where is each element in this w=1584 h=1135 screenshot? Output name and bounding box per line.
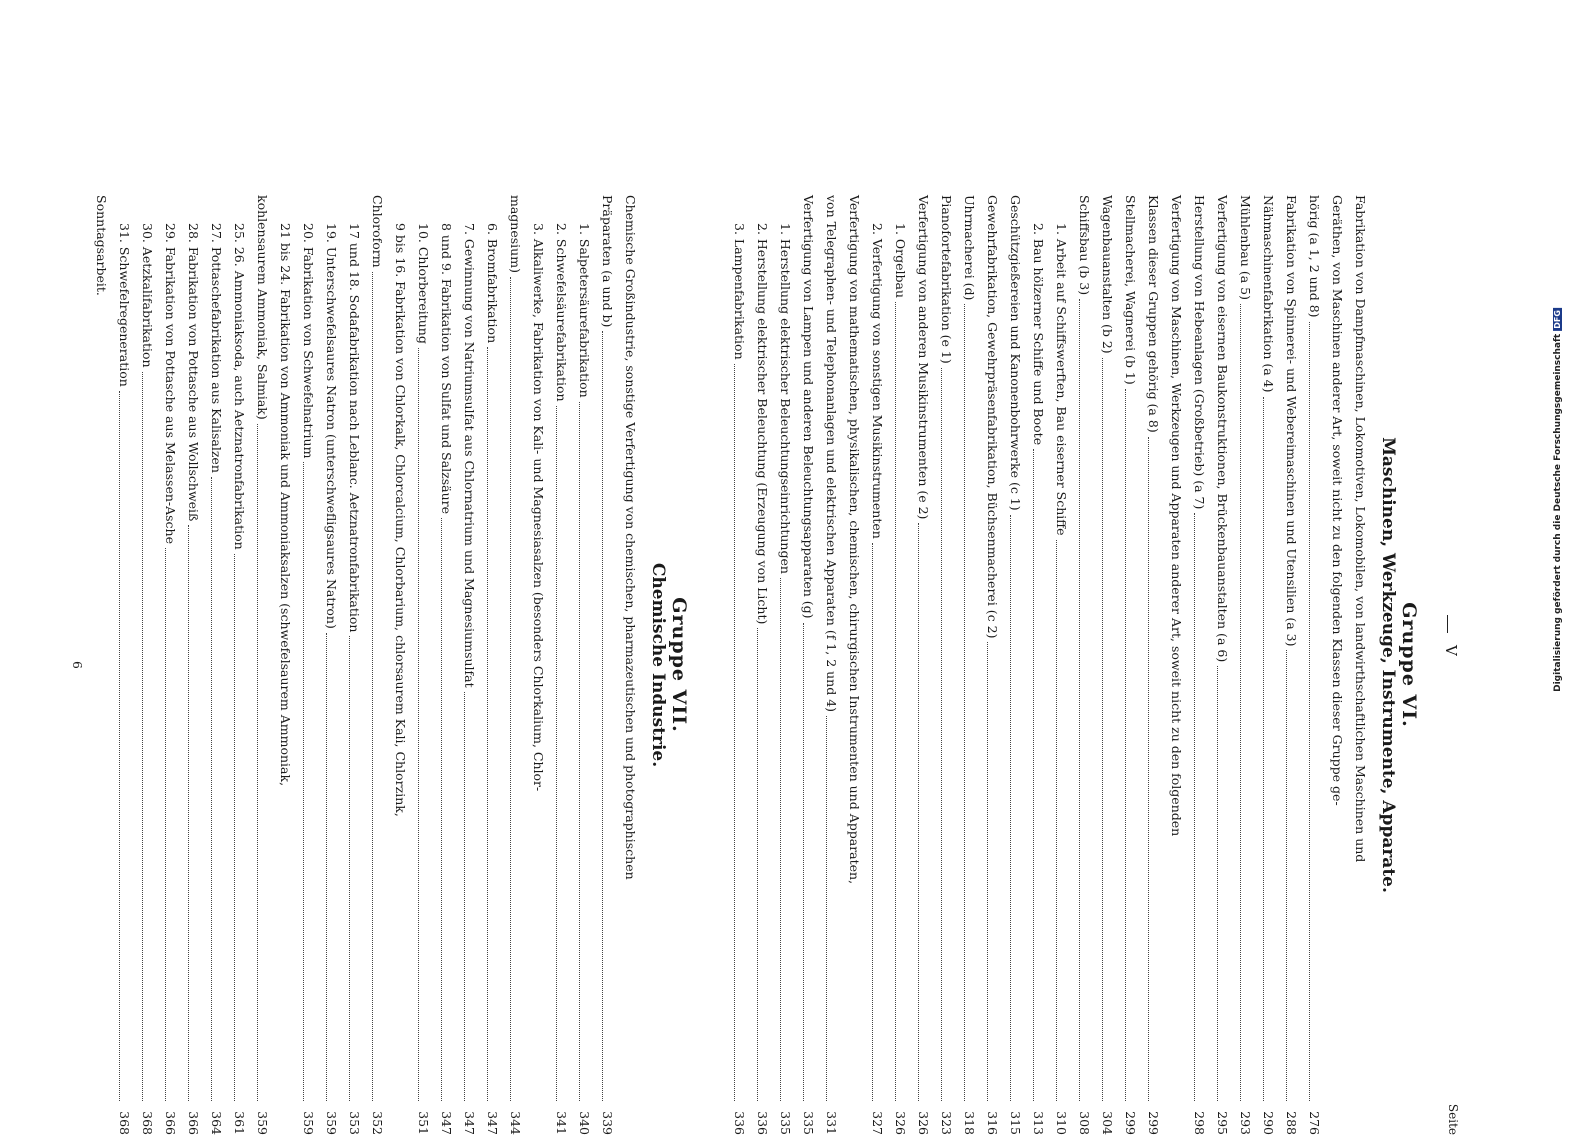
toc-entry-page: 326 bbox=[916, 1111, 931, 1135]
toc-entry-text: 1. Arbeit auf Schiffswerften, Bau eiserner Schiffe bbox=[1054, 223, 1069, 536]
toc-entry bbox=[435, 195, 458, 1135]
toc-entry-page: 313 bbox=[1031, 1111, 1046, 1135]
toc-entry-text: 19. Unterschwefelsaures Natron (unterschwefligsaures Natron) bbox=[324, 223, 339, 629]
toc-entry-page: 327 bbox=[870, 1111, 885, 1135]
leader-dots bbox=[872, 543, 873, 1101]
toc-entry bbox=[774, 195, 797, 1135]
toc-entry-text: Nähmaschinenfabrikation (a 4) bbox=[1261, 195, 1276, 393]
toc-entry-page: 366 bbox=[163, 1111, 178, 1135]
leader-dots bbox=[1240, 304, 1241, 1101]
leader-dots bbox=[803, 623, 804, 1101]
toc-entry-text: hörig (a 1, 2 und 8) bbox=[1307, 195, 1322, 318]
toc-entry-page: 368 bbox=[140, 1111, 155, 1135]
toc-entry-page: 299 bbox=[1146, 1111, 1161, 1135]
leader-dots bbox=[1056, 540, 1057, 1101]
toc-entry-page: 304 bbox=[1100, 1111, 1115, 1135]
toc-entry-page: 352 bbox=[370, 1111, 385, 1135]
leader-dots bbox=[757, 628, 758, 1101]
toc-entry-text: Pianofortefabrikation (e 1) bbox=[939, 195, 954, 364]
toc-entry-page: 326 bbox=[893, 1111, 908, 1135]
toc-entry-text: 17 und 18. Sodafabrikation nach Leblanc. Aetznatronfabrikation bbox=[347, 223, 362, 633]
leader-dots bbox=[579, 402, 580, 1101]
toc-entry-page: 288 bbox=[1284, 1111, 1299, 1135]
toc-entry-page: 344 bbox=[508, 1111, 523, 1135]
toc-entry-text: 8 und 9. Fabrikation von Sulfat und Salzsäure bbox=[439, 223, 454, 515]
toc-entry bbox=[251, 195, 274, 1135]
funding-text: Digitalisierung gefördert durch die Deutsche Forschungsgemeinschaft bbox=[1553, 333, 1563, 692]
toc-entry bbox=[159, 195, 182, 1135]
toc-entry bbox=[820, 195, 843, 1135]
toc-entry bbox=[1349, 195, 1372, 1135]
leader-dots bbox=[487, 347, 488, 1101]
leader-dots bbox=[211, 477, 212, 1101]
toc-entry bbox=[205, 195, 228, 1135]
toc-entry bbox=[935, 195, 958, 1135]
group7-title: Gruppe VII. bbox=[668, 597, 690, 733]
toc-entry bbox=[458, 195, 481, 1135]
page-number: V bbox=[1442, 645, 1460, 656]
toc-entry bbox=[728, 195, 751, 1135]
leader-dots bbox=[780, 578, 781, 1101]
toc-entry-text: kohlensaurem Ammoniak, Salmiak) bbox=[255, 195, 270, 420]
toc-entry bbox=[412, 195, 435, 1135]
toc-entry-page: 341 bbox=[554, 1111, 569, 1135]
toc-entry bbox=[527, 195, 550, 1135]
leader-dots bbox=[1194, 513, 1195, 1101]
leader-dots bbox=[1148, 437, 1149, 1101]
leader-dots bbox=[303, 462, 304, 1101]
toc-entry-text: 28. Fabrikation von Pottasche aus Wollschweiß bbox=[186, 223, 201, 522]
toc-entry-page: 347 bbox=[485, 1111, 500, 1135]
toc-entry bbox=[182, 195, 205, 1135]
toc-entry-text: Uhrmacherei (d) bbox=[962, 195, 977, 301]
toc-entry bbox=[1188, 195, 1211, 1135]
toc-entry bbox=[274, 195, 297, 1135]
toc-entry-page: 315 bbox=[1008, 1111, 1023, 1135]
trailing-text: Sonntagsarbeit. bbox=[94, 195, 109, 296]
toc-entry bbox=[843, 195, 866, 1135]
page-header bbox=[1424, 195, 1460, 1135]
page-footer-mark: 6 bbox=[70, 661, 84, 669]
leader-dots bbox=[234, 554, 235, 1101]
leader-dots bbox=[372, 272, 373, 1101]
toc-entry-text: Verfertigung von Maschinen, Werkzeugen und Apparaten anderer Art, soweit nicht zu den folgenden bbox=[1169, 195, 1184, 837]
toc-entry-text: von Telegraphen- und Telephonanlagen und elektrischen Apparaten (f 1, 2 und 4) bbox=[824, 195, 839, 713]
toc-entry bbox=[1326, 195, 1349, 1135]
leader-dots bbox=[1010, 515, 1011, 1101]
toc-entry-text: 2. Verfertigung von sonstigen Musikinstrumenten bbox=[870, 223, 885, 539]
toc-entry-text: Verfertigung von Lampen und anderen Beleuchtungsapparaten (g) bbox=[801, 195, 816, 619]
toc-entry-page: 299 bbox=[1123, 1111, 1138, 1135]
leader-dots bbox=[326, 633, 327, 1101]
toc-entry-page: 336 bbox=[755, 1111, 770, 1135]
toc-entry bbox=[389, 195, 412, 1135]
leader-dots bbox=[895, 302, 896, 1101]
toc-entry-page: 361 bbox=[232, 1111, 247, 1135]
trailing-entry bbox=[90, 195, 113, 1135]
toc-entry-text: Geschützgießereien und Kanonenbohrwerke (c 1) bbox=[1008, 195, 1023, 511]
toc-entry bbox=[481, 195, 504, 1135]
toc-entry-page: 336 bbox=[732, 1111, 747, 1135]
leader-dots bbox=[464, 692, 465, 1101]
toc-entry-text: 25. 26. Ammoniaksoda, auch Aetznatronfabrikation bbox=[232, 223, 247, 550]
leader-dots bbox=[165, 548, 166, 1101]
toc-entry-page: 310 bbox=[1054, 1111, 1069, 1135]
toc-entry-page: 359 bbox=[301, 1111, 316, 1135]
toc-entry-text: 31. Schwefelregeneration bbox=[117, 223, 132, 387]
group6-list bbox=[728, 195, 1372, 1135]
toc-entry bbox=[550, 195, 573, 1135]
leader-dots bbox=[826, 716, 827, 1101]
rotated-page bbox=[70, 195, 1460, 1135]
toc-entry bbox=[596, 195, 619, 1135]
toc-entry bbox=[504, 195, 527, 1135]
leader-dots bbox=[257, 424, 258, 1101]
toc-entry-page: 308 bbox=[1077, 1111, 1092, 1135]
toc-entry-page: 347 bbox=[462, 1111, 477, 1135]
toc-entry-text: Verfertigung von mathematischen, physikalischen, chemischen, chirurgischen Instrumenten und Apparaten, bbox=[847, 195, 862, 885]
toc-entry bbox=[1096, 195, 1119, 1135]
leader-dots bbox=[349, 636, 350, 1101]
leader-dots bbox=[1102, 358, 1103, 1101]
dfg-logo: DFG bbox=[1553, 310, 1562, 329]
leader-dots bbox=[1263, 397, 1264, 1102]
toc-entry-text: 21 bis 24. Fabrikation von Ammoniak und Ammoniaksalzen (schwefelsaurem Ammoniak, bbox=[278, 223, 293, 787]
toc-entry bbox=[1119, 195, 1142, 1135]
group7-subtitle: Chemische Industrie. bbox=[648, 562, 668, 768]
leader-dots bbox=[142, 372, 143, 1101]
group6-subtitle: Maschinen, Werkzeuge, Instrumente, Apparate. bbox=[1378, 437, 1398, 893]
toc-entry-page: 347 bbox=[439, 1111, 454, 1135]
toc-entry-page: 359 bbox=[255, 1111, 270, 1135]
toc-entry-page: 339 bbox=[600, 1111, 615, 1135]
toc-entry bbox=[1027, 195, 1050, 1135]
seite-label: Seite bbox=[1446, 1103, 1460, 1135]
toc-entry-page: 293 bbox=[1238, 1111, 1253, 1135]
group7-list bbox=[113, 195, 642, 1135]
toc-entry-page: 366 bbox=[186, 1111, 201, 1135]
leader-dots bbox=[987, 642, 988, 1101]
leader-dots bbox=[510, 277, 511, 1101]
toc-entry bbox=[1050, 195, 1073, 1135]
toc-entry-text: Wagenbauanstalten (b 2) bbox=[1100, 195, 1115, 354]
leader-dots bbox=[1079, 299, 1080, 1101]
toc-entry bbox=[1142, 195, 1165, 1135]
toc-entry bbox=[797, 195, 820, 1135]
toc-entry bbox=[619, 195, 642, 1135]
toc-entry-text: 2. Herstellung elektrischer Beleuchtung (Erzeugung von Licht) bbox=[755, 223, 770, 625]
toc-entry-text: 1. Orgelbau bbox=[893, 223, 908, 299]
toc-entry-text: Fabrikation von Spinnerei- und Webereimaschinen und Utensilien (a 3) bbox=[1284, 195, 1299, 647]
toc-entry-text: Fabrikation von Dampfmaschinen, Lokomotiven, Lokomobilen, von landwirthschaftlichen Maschinen und bbox=[1353, 195, 1368, 863]
toc-entry bbox=[981, 195, 1004, 1135]
toc-entry bbox=[1004, 195, 1027, 1135]
toc-entry-text: 29. Fabrikation von Pottasche aus Melassen-Asche bbox=[163, 223, 178, 545]
toc-entry bbox=[1165, 195, 1188, 1135]
toc-entry-text: Verfertigung von anderen Musikinstrumenten (e 2) bbox=[916, 195, 931, 520]
toc-entry-text: Verfertigung von eisernen Baukonstruktionen, Brückenbauanstalten (a 6) bbox=[1215, 195, 1230, 663]
toc-entry-page: 295 bbox=[1215, 1111, 1230, 1135]
toc-entry-text: Geräthen, von Maschinen anderer Art, soweit nicht zu den folgenden Klassen dieser Gruppe ge- bbox=[1330, 195, 1345, 806]
toc-entry-text: 27. Pottaschefabrikation aus Kalisalzen bbox=[209, 223, 224, 473]
toc-entry-text: Klassen dieser Gruppen gehörig (a 8) bbox=[1146, 195, 1161, 433]
toc-entry bbox=[573, 195, 596, 1135]
toc-entry bbox=[1257, 195, 1280, 1135]
toc-entry-page: 368 bbox=[117, 1111, 132, 1135]
toc-entry-text: 3. Lampenfabrikation bbox=[732, 223, 747, 360]
header-dash bbox=[1447, 615, 1448, 633]
toc-entry-page: 335 bbox=[801, 1111, 816, 1135]
toc-entry bbox=[1303, 195, 1326, 1135]
toc-entry bbox=[136, 195, 159, 1135]
toc-entry-page: 316 bbox=[985, 1111, 1000, 1135]
funding-note bbox=[1553, 308, 1563, 692]
leader-dots bbox=[119, 391, 120, 1101]
toc-entry-page: 364 bbox=[209, 1111, 224, 1135]
toc-entry-text: 30. Aetzkalifabrikation bbox=[140, 223, 155, 368]
toc-entry-text: 1. Herstellung elektrischer Beleuchtungseinrichtungen bbox=[778, 223, 793, 574]
toc-entry bbox=[1234, 195, 1257, 1135]
toc-entry-page: 340 bbox=[577, 1111, 592, 1135]
toc-entry bbox=[866, 195, 889, 1135]
toc-entry bbox=[343, 195, 366, 1135]
leader-dots bbox=[941, 368, 942, 1101]
toc-entry bbox=[320, 195, 343, 1135]
toc-entry-page: 323 bbox=[939, 1111, 954, 1135]
toc-entry bbox=[297, 195, 320, 1135]
toc-entry bbox=[889, 195, 912, 1135]
leader-dots bbox=[1309, 322, 1310, 1101]
toc-entry bbox=[228, 195, 251, 1135]
toc-entry-page: 298 bbox=[1192, 1111, 1207, 1135]
toc-entry bbox=[113, 195, 136, 1135]
toc-entry-text: Herstellung von Hebeanlagen (Großbetrieb) (a 7) bbox=[1192, 195, 1207, 510]
leader-dots bbox=[602, 331, 603, 1101]
toc-entry bbox=[366, 195, 389, 1135]
leader-dots bbox=[964, 304, 965, 1101]
toc-entry-text: 6. Bromfabrikation bbox=[485, 223, 500, 344]
leader-dots bbox=[734, 364, 735, 1101]
toc-entry bbox=[751, 195, 774, 1135]
toc-entry-text: Chemische Großindustrie, sonstige Verfertigung von chemischen, pharmazeutischen und photographischen bbox=[623, 195, 638, 880]
toc-entry-text: 3. Alkaliwerke, Fabrikation von Kali- und Magnesiasalzen (besonders Chlorkalium, Chlor- bbox=[531, 223, 546, 792]
toc-entry-text: 10. Chlorbereitung bbox=[416, 223, 431, 344]
toc-entry-text: 2. Bau hölzerner Schiffe und Boote bbox=[1031, 223, 1046, 446]
toc-entry-text: 2. Schwefelsäurefabrikation bbox=[554, 223, 569, 402]
group6-title: Gruppe VI. bbox=[1398, 602, 1420, 728]
toc-entry-text: Chloroform bbox=[370, 195, 385, 268]
leader-dots bbox=[1217, 666, 1218, 1101]
toc-entry-page: 290 bbox=[1261, 1111, 1276, 1135]
toc-entry-page: 359 bbox=[324, 1111, 339, 1135]
toc-entry bbox=[912, 195, 935, 1135]
toc-entry-text: 20. Fabrikation von Schwefelnatrium bbox=[301, 223, 316, 459]
toc-entry-text: 9 bis 16. Fabrikation von Chlorkalk, Chlorcalcium, Chlorbarium, chlorsaurem Kali, Chlorzink, bbox=[393, 223, 408, 817]
toc-entry-page: 335 bbox=[778, 1111, 793, 1135]
toc-entry-text: Schiffsbau (b 3) bbox=[1077, 195, 1092, 296]
toc-entry-text: 1. Salpetersäurefabrikation bbox=[577, 223, 592, 398]
toc-entry-text: Mühlenbau (a 5) bbox=[1238, 195, 1253, 300]
leader-dots bbox=[1125, 389, 1126, 1101]
toc-entry bbox=[1073, 195, 1096, 1135]
toc-entry-page: 353 bbox=[347, 1111, 362, 1135]
leader-dots bbox=[918, 523, 919, 1101]
toc-entry-page: 351 bbox=[416, 1111, 431, 1135]
toc-entry-page: 318 bbox=[962, 1111, 977, 1135]
toc-entry bbox=[1280, 195, 1303, 1135]
toc-entry-text: magnesium) bbox=[508, 195, 523, 273]
toc-entry-text: 7. Gewinnung von Natriumsulfat aus Chlornatrium und Magnesiumsulfat bbox=[462, 223, 477, 688]
leader-dots bbox=[1286, 650, 1287, 1101]
leader-dots bbox=[556, 406, 557, 1101]
toc-entry-page: 331 bbox=[824, 1111, 839, 1135]
leader-dots bbox=[441, 518, 442, 1101]
leader-dots bbox=[418, 348, 419, 1101]
toc-entry bbox=[958, 195, 981, 1135]
toc-entry-page: 276 bbox=[1307, 1111, 1322, 1135]
toc-entry-text: Präparaten (a und b) bbox=[600, 195, 615, 328]
leader-dots bbox=[1033, 449, 1034, 1101]
leader-dots bbox=[188, 525, 189, 1101]
toc-entry-text: Stellmacherei, Wagnerei (b 1) bbox=[1123, 195, 1138, 385]
toc-entry bbox=[1211, 195, 1234, 1135]
toc-entry-text: Gewehrfabrikation, Gewehrpräsenfabrikation, Büchsenmacherei (c 2) bbox=[985, 195, 1000, 639]
